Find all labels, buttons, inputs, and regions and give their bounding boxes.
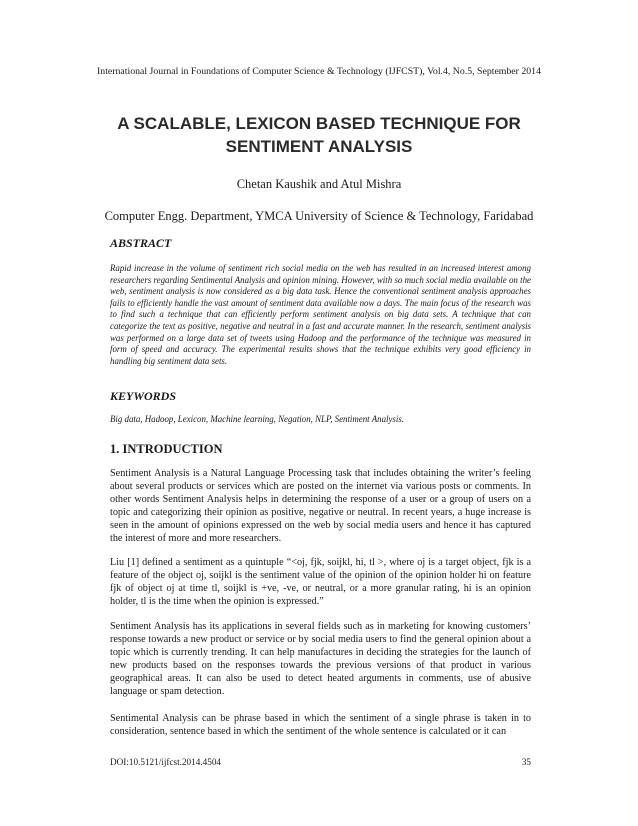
abstract-heading: ABSTRACT (110, 236, 172, 250)
intro-paragraph-4: Sentimental Analysis can be phrase based in which the sentiment of a single phrase is taken in to consideration, sentence based in which the sentiment of the whole sentence is calculated or it can (110, 713, 531, 738)
title-line-2: SENTIMENT ANALYSIS (225, 137, 413, 156)
introduction-heading: 1. INTRODUCTION (110, 442, 223, 456)
abstract-text: Rapid increase in the volume of sentiment rich social media on the web has resulted in an increased interest among researchers regarding Sentimental Analysis and opinion mining. However, with so much social media available on the web, sentiment analysis is now considered as a big data task. Hence the conventional sentiment analysis approaches fails to efficiently handle the vast amount of sentiment data available now a days. The main focus of the research was to find such a technique that can efficiently perform sentiment analysis on big data sets. A technique that can categorize the text as positive, negative and neutral in a fast and accurate manner. In the research, sentiment analysis was performed on a large data set of tweets using Hadoop and the performance of the technique was measured in form of speed and accuracy. The experimental results shows that the technique exhibits very good efficiency in handling big sentiment data sets. (110, 263, 531, 366)
authors: Chetan Kaushik and Atul Mishra (236, 177, 402, 191)
intro-paragraph-1: Sentiment Analysis is a Natural Language Processing task that includes obtaining the writer’s feeling about several products or services which are posted on the internet via various posts or comments. In other words Sentiment Analysis helps in determining the response of a user or a group of users on a topic and categorizing their opinion as positive, negative or neutral. In recent years, a huge increase is seen in the amount of opinions expressed on the web by social media users and hence it has captured the interest of more and more researchers. (110, 468, 531, 545)
paper-title (60, 112, 578, 158)
doi-footer: DOI:10.5121/ijfcst.2014.4504 (110, 757, 222, 767)
affiliation: Computer Engg. Department, YMCA University of Science & Technology, Faridabad (104, 209, 534, 223)
keywords-text: Big data, Hadoop, Lexicon, Machine learning, Negation, NLP, Sentiment Analysis. (110, 414, 404, 424)
intro-paragraph-3: Sentiment Analysis has its applications in several fields such as in marketing for knowing customers’ response towards a new product or service or by social media users to find the general opinion about a topic which is currently trending. It can help manufactures in deciding the strategies for the launch of new products based on the responses towards the previous versions of that product in various geographical areas. It can also be used to detect heated arguments in comments, use of abusive language or spam detection. (110, 621, 531, 698)
title-line-1: A SCALABLE, LEXICON BASED TECHNIQUE FOR (117, 114, 521, 133)
intro-paragraph-2: Liu [1] defined a sentiment as a quintuple “<oj, fjk, soijkl, hi, tl >, where oj is a target object, fjk is a feature of the object oj, soijkl is the sentiment value of the opinion of the opinion holder hi on feature fjk of object oj at time tl, soijkl is +ve, -ve, or neutral, or a more granular rating, hi is an opinion holder, tl is the time when the opinion is expressed.” (110, 557, 531, 608)
keywords-heading: KEYWORDS (110, 389, 177, 403)
journal-header: International Journal in Foundations of Computer Science & Technology (IJFCST), Vol.4, No.5, September 2014 (97, 66, 541, 77)
page-number: 35 (521, 757, 531, 767)
